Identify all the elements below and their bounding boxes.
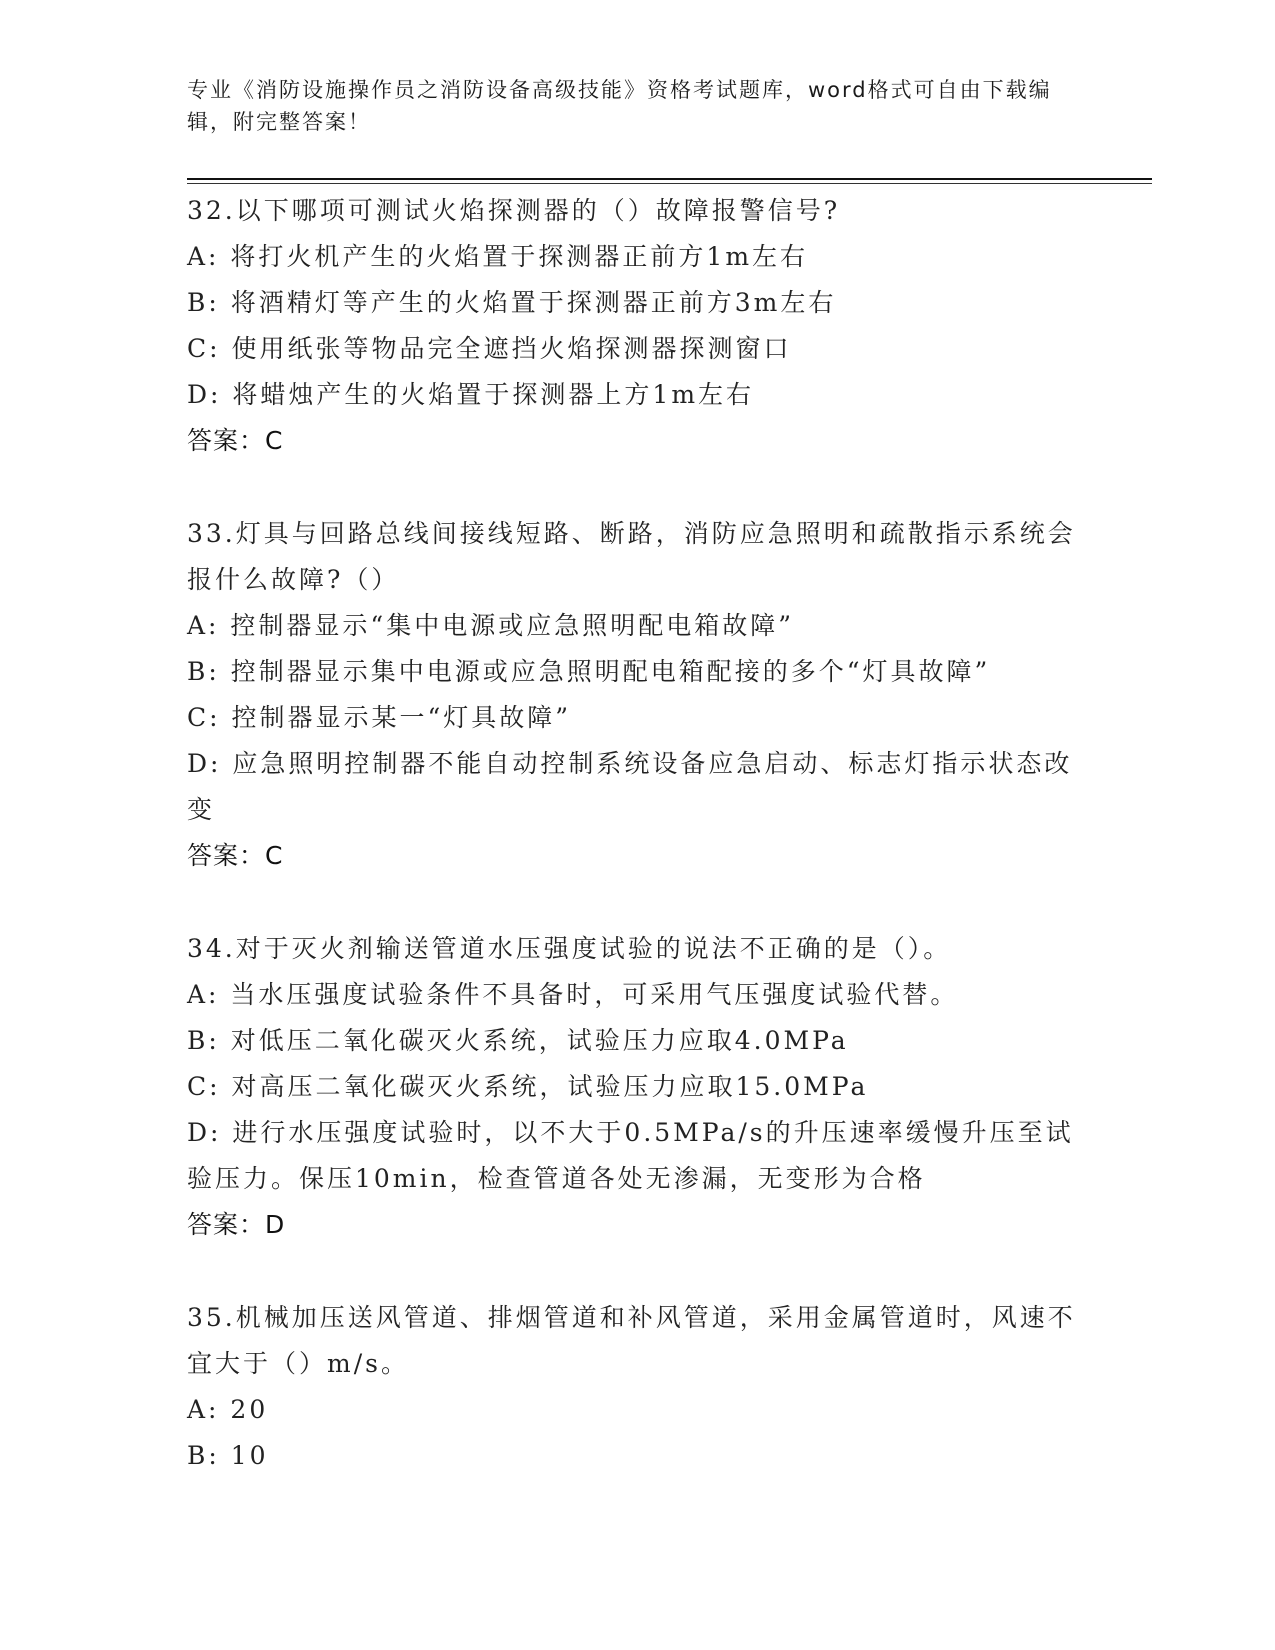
- option-a: A: 当水压强度试验条件不具备时，可采用气压强度试验代替。: [187, 980, 959, 1009]
- option-b: B: 将酒精灯等产生的火焰置于探测器正前方3m左右: [187, 288, 837, 317]
- question-34: [187, 926, 1077, 1248]
- option-c: C: 控制器显示某一“灯具故障”: [187, 703, 572, 732]
- option-a: A: 将打火机产生的火焰置于探测器正前方1m左右: [187, 242, 809, 271]
- option-b: B: 10: [187, 1441, 269, 1470]
- answer-label: 答案：C: [187, 426, 284, 455]
- document-header: 专业《消防设施操作员之消防设备高级技能》资格考试题库，word格式可自由下载编辑，附完整答案！: [187, 78, 1052, 134]
- question-33: [187, 511, 1077, 879]
- question-stem: 35.机械加压送风管道、排烟管道和补风管道，采用金属管道时，风速不宜大于（）m/s。: [187, 1303, 1076, 1378]
- question-stem: 34.对于灭火剂输送管道水压强度试验的说法不正确的是（）。: [187, 934, 952, 963]
- answer-label: 答案：C: [187, 841, 284, 870]
- option-c: C: 使用纸张等物品完全遮挡火焰探测器探测窗口: [187, 334, 792, 363]
- option-d: D: 将蜡烛产生的火焰置于探测器上方1m左右: [187, 380, 755, 409]
- question-list: [187, 188, 1077, 1526]
- option-a: A: 控制器显示“集中电源或应急照明配电箱故障”: [187, 611, 794, 640]
- header-rule-thick: [187, 178, 1152, 180]
- option-d: D: 进行水压强度试验时，以不大于0.5MPa/s的升压速率缓慢升压至试验压力。保压10min，检查管道各处无渗漏，无变形为合格: [187, 1118, 1074, 1193]
- option-a: A: 20: [187, 1395, 269, 1424]
- question-stem: 32.以下哪项可测试火焰探测器的（）故障报警信号?: [187, 196, 841, 225]
- question-32: [187, 188, 1077, 464]
- option-b: B: 控制器显示集中电源或应急照明配电箱配接的多个“灯具故障”: [187, 657, 991, 686]
- question-35: [187, 1295, 1077, 1479]
- option-c: C: 对高压二氧化碳灭火系统，试验压力应取15.0MPa: [187, 1072, 869, 1101]
- option-b: B: 对低压二氧化碳灭火系统，试验压力应取4.0MPa: [187, 1026, 849, 1055]
- option-d: D: 应急照明控制器不能自动控制系统设备应急启动、标志灯指示状态改变: [187, 749, 1073, 824]
- header-rule-thin: [187, 183, 1152, 184]
- answer-label: 答案：D: [187, 1210, 286, 1239]
- question-stem: 33.灯具与回路总线间接线短路、断路，消防应急照明和疏散指示系统会报什么故障?（）: [187, 519, 1076, 594]
